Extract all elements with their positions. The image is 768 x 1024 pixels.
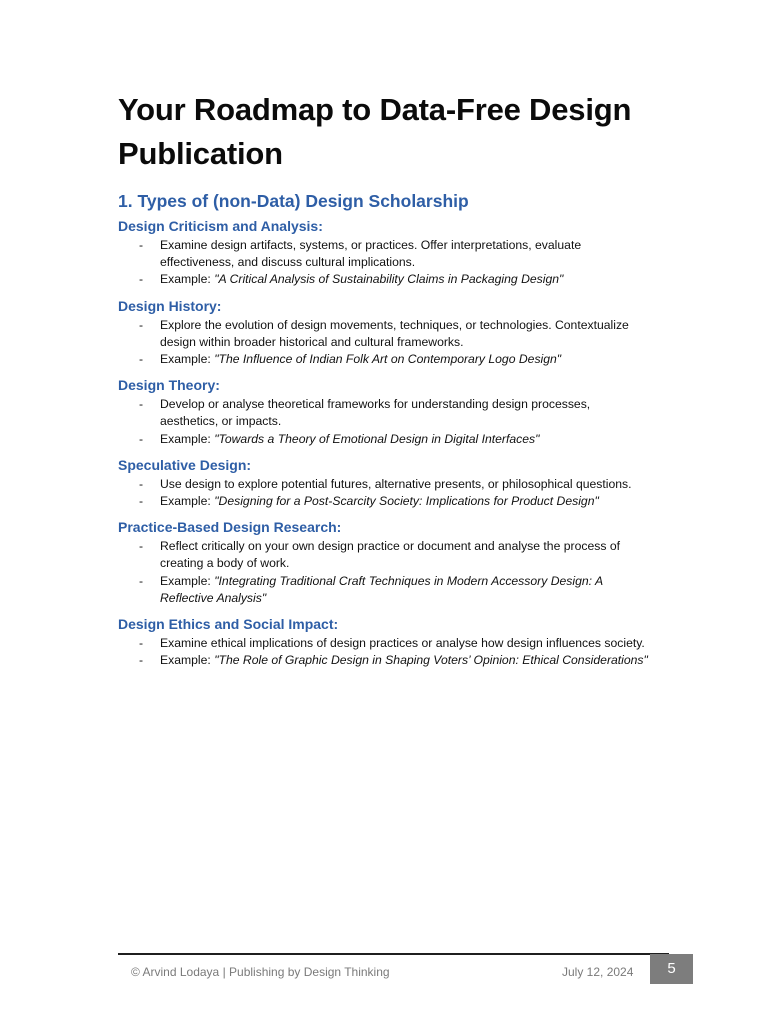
category-title: Design Criticism and Analysis: [118,218,323,234]
bullet-dash: - [139,238,144,252]
description-text: Examine design artifacts, systems, or practices. Offer interpretations, evaluate effectiveness, and discuss cultural implications. [160,238,582,270]
category-title: Design Theory: [118,377,220,394]
bullet-dash: - [139,272,144,287]
bullet-dash: - [139,653,144,668]
bullet-dash: - [139,573,144,588]
category-title: Design Ethics and Social Impact: [118,616,339,633]
footer-date: July 12, 2024 [562,965,634,979]
scholarship-types-list [118,217,648,677]
category-design-theory [118,376,648,448]
description-item [118,476,648,493]
category-title: Practice-Based Design Research: [118,519,342,536]
description-item [118,396,648,430]
category-design-criticism [118,217,648,289]
description-item [118,635,648,652]
bullet-list [118,476,648,510]
bullet-dash: - [139,494,144,509]
example-item [118,431,648,448]
description-text: Examine ethical implications of design practices or analyse how design influences society. [160,636,645,651]
description-item [118,237,648,271]
page-title: Your Roadmap to Data-Free Design Publication [118,92,632,171]
bullet-dash: - [139,317,144,332]
category-title: Speculative Design: [118,456,252,473]
category-practice-based-research [118,518,648,607]
bullet-dash: - [139,636,144,651]
example-text: "Towards a Theory of Emotional Design in Digital Interfaces" [214,431,540,446]
bullet-dash: - [139,539,144,554]
bullet-list [118,538,648,607]
bullet-dash: - [139,476,144,491]
bullet-list [118,635,648,669]
footer-copyright: © Arvind Lodaya | Publishing by Design Thinking [131,965,390,979]
category-design-ethics [118,615,648,669]
bullet-list [118,237,648,289]
description-text: Reflect critically on your own design practice or document and analyse the process of creating a body of work. [160,539,620,571]
example-text: "The Influence of Indian Folk Art on Contemporary Logo Design" [214,352,562,367]
description-text: Develop or analyse theoretical frameworks for understanding design processes, aesthetics, or impacts. [160,397,591,429]
category-speculative-design [118,456,648,510]
category-title: Design History: [118,297,222,314]
example-text: "The Role of Graphic Design in Shaping Voters’ Opinion: Ethical Considerations" [214,653,648,668]
description-text: Use design to explore potential futures, alternative presents, or philosophical questions. [160,476,632,491]
example-text: "A Critical Analysis of Sustainability Claims in Packaging Design" [214,272,564,287]
bullet-list [118,317,648,369]
example-item [118,351,648,368]
example-item [118,652,648,669]
footer-divider [118,953,669,955]
bullet-dash: - [139,397,144,412]
example-text: "Integrating Traditional Craft Techniques in Modern Accessory Design: A Reflective Analysis" [160,573,603,605]
example-prefix: Example: [160,494,215,509]
example-text: "Designing for a Post-Scarcity Society: Implications for Product Design" [214,494,599,509]
example-prefix: Example: [160,653,215,668]
category-design-history [118,297,648,369]
bullet-list [118,396,648,448]
example-item [118,271,648,288]
section-heading: 1. Types of (non-Data) Design Scholarship [118,191,469,211]
example-prefix: Example: [160,272,215,287]
bullet-dash: - [139,431,144,446]
example-prefix: Example: [160,431,215,446]
example-item [118,493,648,510]
description-item [118,538,648,572]
example-prefix: Example: [160,573,215,588]
description-text: Explore the evolution of design movements, techniques, or technologies. Contextualize design within broader historical and cultural frameworks. [160,317,629,349]
description-item [118,317,648,351]
example-item [118,573,648,607]
bullet-dash: - [139,352,144,367]
page-number: 5 [650,954,693,984]
example-prefix: Example: [160,352,215,367]
